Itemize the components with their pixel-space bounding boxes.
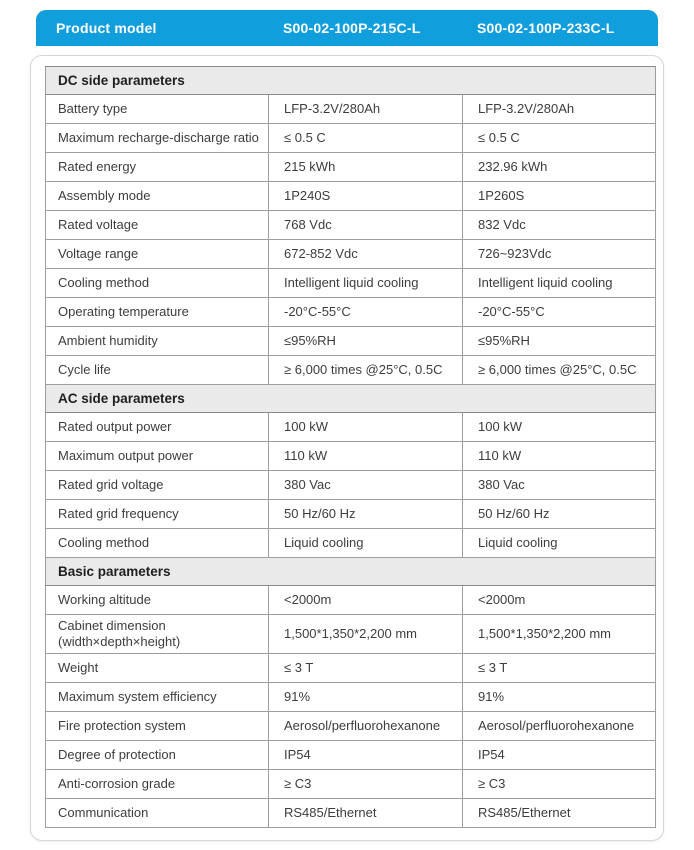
model2-value-cell: ≥ 6,000 times @25°C, 0.5C <box>463 356 656 385</box>
spec-row <box>46 269 656 298</box>
product-model-header <box>36 10 658 46</box>
model2-value-cell: 832 Vdc <box>463 211 656 240</box>
spec-row <box>46 211 656 240</box>
spec-row <box>46 615 656 654</box>
section-header-row <box>46 67 656 95</box>
param-label-cell: Battery type <box>46 95 269 124</box>
model2-value-cell: ≥ C3 <box>463 770 656 799</box>
spec-row <box>46 586 656 615</box>
spec-row <box>46 683 656 712</box>
model2-value-cell: 726~923Vdc <box>463 240 656 269</box>
section-title: Basic parameters <box>46 558 656 586</box>
param-label-cell: Cooling method <box>46 529 269 558</box>
param-label-cell: Rated grid voltage <box>46 471 269 500</box>
product-model-label: Product model <box>56 20 157 36</box>
model1-value-cell: Liquid cooling <box>269 529 463 558</box>
model1-value-cell: ≤95%RH <box>269 327 463 356</box>
param-label-cell: Maximum output power <box>46 442 269 471</box>
model1-value-cell: 1,500*1,350*2,200 mm <box>269 615 463 654</box>
model-2-label: S00-02-100P-233C-L <box>477 20 615 36</box>
param-label-cell: Working altitude <box>46 586 269 615</box>
param-label-cell: Communication <box>46 799 269 828</box>
model2-value-cell: 91% <box>463 683 656 712</box>
param-label-line1: Cabinet dimension <box>58 618 166 633</box>
model1-value-cell: 91% <box>269 683 463 712</box>
section-header-row <box>46 385 656 413</box>
model2-value-cell: ≤ 3 T <box>463 654 656 683</box>
param-label-line2: (width×depth×height) <box>58 634 181 649</box>
model1-value-cell: Aerosol/perfluorohexanone <box>269 712 463 741</box>
param-label-cell: Maximum recharge-discharge ratio <box>46 124 269 153</box>
spec-row <box>46 298 656 327</box>
model1-value-cell: ≥ C3 <box>269 770 463 799</box>
spec-table <box>45 66 656 828</box>
model1-value-cell: 672-852 Vdc <box>269 240 463 269</box>
model2-value-cell: 100 kW <box>463 413 656 442</box>
model2-value-cell: 232.96 kWh <box>463 153 656 182</box>
param-label-cell: Rated grid frequency <box>46 500 269 529</box>
section-title: AC side parameters <box>46 385 656 413</box>
model2-value-cell: IP54 <box>463 741 656 770</box>
param-label-cell: Degree of protection <box>46 741 269 770</box>
param-label-cell: Operating temperature <box>46 298 269 327</box>
model1-value-cell: ≥ 6,000 times @25°C, 0.5C <box>269 356 463 385</box>
spec-row <box>46 182 656 211</box>
spec-row <box>46 529 656 558</box>
spec-row <box>46 153 656 182</box>
model2-value-cell: ≤ 0.5 C <box>463 124 656 153</box>
model2-value-cell: <2000m <box>463 586 656 615</box>
param-label-cell: Voltage range <box>46 240 269 269</box>
model2-value-cell: -20°C-55°C <box>463 298 656 327</box>
section-title: DC side parameters <box>46 67 656 95</box>
spec-row <box>46 799 656 828</box>
model1-value-cell: 380 Vac <box>269 471 463 500</box>
param-label-cell: Rated output power <box>46 413 269 442</box>
param-label-cell: Maximum system efficiency <box>46 683 269 712</box>
section-header-row <box>46 558 656 586</box>
model1-value-cell: ≤ 3 T <box>269 654 463 683</box>
spec-row <box>46 654 656 683</box>
spec-row <box>46 770 656 799</box>
model2-value-cell: 50 Hz/60 Hz <box>463 500 656 529</box>
param-label-cell: Cycle life <box>46 356 269 385</box>
model1-value-cell: LFP-3.2V/280Ah <box>269 95 463 124</box>
model1-value-cell: ≤ 0.5 C <box>269 124 463 153</box>
param-label-cell: Rated energy <box>46 153 269 182</box>
model2-value-cell: 110 kW <box>463 442 656 471</box>
param-label-cell: Weight <box>46 654 269 683</box>
param-label-cell: Fire protection system <box>46 712 269 741</box>
model2-value-cell: 1,500*1,350*2,200 mm <box>463 615 656 654</box>
model2-value-cell: Liquid cooling <box>463 529 656 558</box>
model-1-label: S00-02-100P-215C-L <box>283 20 421 36</box>
spec-row <box>46 712 656 741</box>
param-label-cell: Anti-corrosion grade <box>46 770 269 799</box>
param-label-cell: Rated voltage <box>46 211 269 240</box>
spec-row <box>46 95 656 124</box>
model2-value-cell: Aerosol/perfluorohexanone <box>463 712 656 741</box>
spec-row <box>46 500 656 529</box>
model1-value-cell: 110 kW <box>269 442 463 471</box>
spec-card <box>30 55 664 841</box>
model2-value-cell: ≤95%RH <box>463 327 656 356</box>
model2-value-cell: LFP-3.2V/280Ah <box>463 95 656 124</box>
model1-value-cell: <2000m <box>269 586 463 615</box>
param-label-cell: Ambient humidity <box>46 327 269 356</box>
param-label-cell: Cooling method <box>46 269 269 298</box>
model1-value-cell: 1P240S <box>269 182 463 211</box>
model1-value-cell: 768 Vdc <box>269 211 463 240</box>
spec-row <box>46 471 656 500</box>
param-label-cell: Assembly mode <box>46 182 269 211</box>
spec-row <box>46 240 656 269</box>
model1-value-cell: 50 Hz/60 Hz <box>269 500 463 529</box>
param-label-cell <box>46 615 269 654</box>
model1-value-cell: -20°C-55°C <box>269 298 463 327</box>
spec-row <box>46 327 656 356</box>
model1-value-cell: 215 kWh <box>269 153 463 182</box>
model2-value-cell: Intelligent liquid cooling <box>463 269 656 298</box>
model1-value-cell: IP54 <box>269 741 463 770</box>
model2-value-cell: RS485/Ethernet <box>463 799 656 828</box>
spec-row <box>46 442 656 471</box>
model2-value-cell: 1P260S <box>463 182 656 211</box>
model1-value-cell: Intelligent liquid cooling <box>269 269 463 298</box>
model1-value-cell: 100 kW <box>269 413 463 442</box>
spec-row <box>46 356 656 385</box>
spec-row <box>46 124 656 153</box>
spec-row <box>46 413 656 442</box>
spec-row <box>46 741 656 770</box>
model2-value-cell: 380 Vac <box>463 471 656 500</box>
model1-value-cell: RS485/Ethernet <box>269 799 463 828</box>
